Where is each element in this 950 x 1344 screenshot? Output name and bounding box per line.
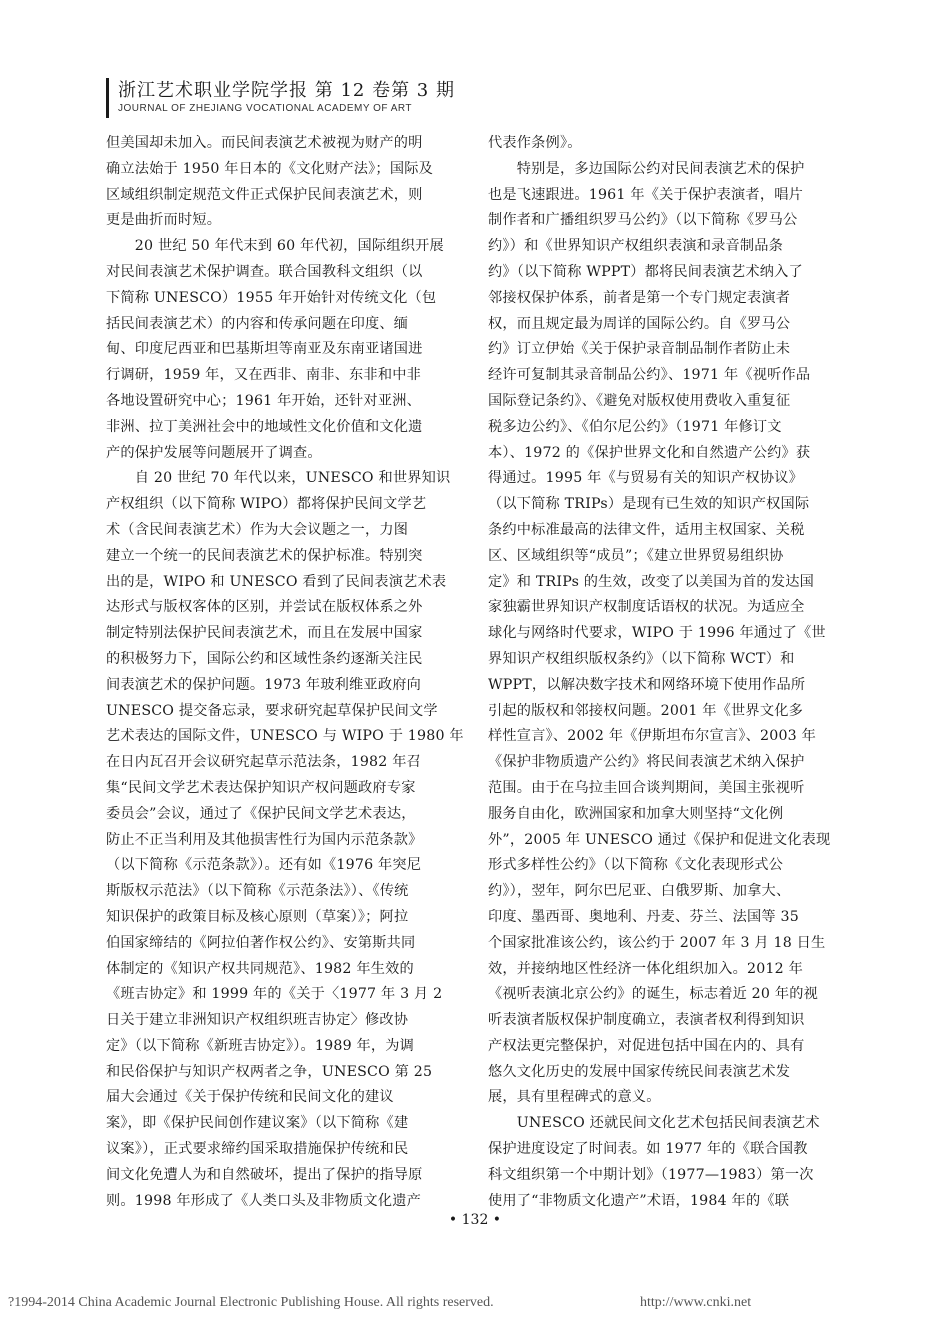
text-line: 下简称 UNESCO）1955 年开始针对传统文化（包 xyxy=(106,289,437,306)
text-line: 产权法更完整保护，对促进包括中国在内的、具有 xyxy=(488,1037,805,1054)
text-line: 案》，即《保护民间创作建议案》（以下简称《建 xyxy=(106,1115,409,1132)
text-line: 术（含民间表演艺术）作为大会议题之一，力图 xyxy=(106,521,409,538)
text-line: 权，而且规定最为周详的国际公约。自《罗马公 xyxy=(488,315,791,332)
journal-title: 浙江艺术职业学院学报 第 12 卷第 3 期 xyxy=(118,80,455,101)
text-line: 也是飞速跟进。1961 年《关于保护表演者，唱片 xyxy=(488,186,803,203)
text-line: 的积极努力下，国际公约和区域性条约逐渐关注民 xyxy=(106,650,423,667)
text-line: 保护进度设定了时间表。如 1977 年的《联合国教 xyxy=(488,1141,808,1158)
text-line: 间表演艺术的保护问题。1973 年玻利维亚政府向 xyxy=(106,676,421,693)
text-line: 区、区域组织等“成员”；《建立世界贸易组织协 xyxy=(488,547,784,564)
text-line: 20 世纪 50 年代末到 60 年代初，国际组织开展 xyxy=(106,238,444,255)
text-line: 防止不正当利用及其他损害性行为国内示范条款》 xyxy=(106,831,423,848)
text-line: 条约中标准最高的法律文件，适用主权国家、关税 xyxy=(488,521,805,538)
text-line: 定》（以下简称《新班吉协定》）。1989 年，为调 xyxy=(106,1037,415,1054)
text-line: 个国家批准该公约，该公约于 2007 年 3 月 18 日生 xyxy=(488,934,826,951)
text-line: 间文化免遭人为和自然破坏，提出了保护的指导原 xyxy=(106,1166,423,1183)
text-line: 体制定的《知识产权共同规范》、1982 年生效的 xyxy=(106,960,414,977)
text-line: 国际登记条约》、《避免对版权使用费收入重复征 xyxy=(488,392,791,409)
text-line: 约》订立伊始《关于保护录音制品制作者防止未 xyxy=(488,341,791,358)
text-line: 悠久文化历史的发展中国家传统民间表演艺术发 xyxy=(488,1063,791,1080)
text-line: 产权组织（以下简称 WIPO）都将保护民间文学艺 xyxy=(106,496,427,513)
text-line: 产的保护发展等问题展开了调查。 xyxy=(106,444,322,461)
text-line: 议案》），正式要求缔约国采取措施保护传统和民 xyxy=(106,1141,409,1158)
text-line: 日关于建立非洲知识产权组织班吉协定〉修改协 xyxy=(106,1012,409,1029)
text-line: 《保护非物质遗产公约》将民间表演艺术纳入保护 xyxy=(488,754,805,771)
text-line: （以下简称《示范条款》）。还有如《1976 年突尼 xyxy=(106,857,422,874)
text-line: 球化与网络时代要求，WIPO 于 1996 年通过了《世 xyxy=(488,625,826,642)
text-line: 引起的版权和邻接权问题。2001 年《世界文化多 xyxy=(488,702,803,719)
text-line: 制作者和广播组织罗马公约》（以下简称《罗马公 xyxy=(488,212,798,229)
text-line: 服务自由化，欧洲国家和加拿大则坚持“文化例 xyxy=(488,805,784,822)
text-line: 则。1998 年形成了《人类口头及非物质文化遗产 xyxy=(106,1192,421,1209)
text-line: 《视听表演北京公约》的诞生，标志着近 20 年的视 xyxy=(488,986,819,1003)
text-line: UNESCO 还就民间文化艺术包括民间表演艺术 xyxy=(488,1115,820,1132)
text-line: 出的是，WIPO 和 UNESCO 看到了民间表演艺术表 xyxy=(106,573,447,590)
text-line: 集“民间文学艺术表达保护知识产权问题政府专家 xyxy=(106,779,416,796)
text-line: 在日内瓦召开会议研究起草示范法条，1982 年召 xyxy=(106,754,421,771)
footer xyxy=(8,1295,948,1311)
text-line: UNESCO 提交备忘录，要求研究起草保护民间文学 xyxy=(106,702,438,719)
text-line: 斯版权示范法》（以下简称《示范条法》）、《传统 xyxy=(106,883,409,900)
text-line: 听表演者版权保护制度确立，表演者权利得到知识 xyxy=(488,1012,805,1029)
text-line: WPPT，以解决数字技术和网络环境下使用作品所 xyxy=(488,676,806,693)
header-bar xyxy=(106,78,109,118)
text-line: 经许可复制其录音制品公约》、1971 年《视听作品 xyxy=(488,367,811,384)
text-line: 艺术表达的国际文件，UNESCO 与 WIPO 于 1980 年 xyxy=(106,728,464,745)
text-line: 展，具有里程碑式的意义。 xyxy=(488,1089,661,1106)
left-column xyxy=(106,131,466,1214)
text-line: 区域组织制定规范文件正式保护民间表演艺术，则 xyxy=(106,186,423,203)
text-line: 伯国家缔结的《阿拉伯著作权公约》、安第斯共同 xyxy=(106,934,416,951)
footer-url[interactable]: http://www.cnki.net xyxy=(640,1295,752,1310)
text-line: 行调研，1959 年，又在西非、南非、东非和中非 xyxy=(106,367,421,384)
text-line: 甸、印度尼西亚和巴基斯坦等南亚及东南亚诸国进 xyxy=(106,341,423,358)
text-line: 科文组织第一个中期计划》（1977—1983）第一次 xyxy=(488,1166,814,1183)
text-line: 效，并接纳地区性经济一体化组织加入。2012 年 xyxy=(488,960,803,977)
text-line: 代表作条例》。 xyxy=(488,135,582,151)
text-line: 《班吉协定》和 1999 年的《关于〈1977 年 3 月 2 xyxy=(106,986,443,1003)
text-line: 界知识产权组织版权条约》（以下简称 WCT）和 xyxy=(488,650,795,667)
text-line: 邻接权保护体系，前者是第一个专门规定表演者 xyxy=(488,289,791,306)
text-line: 印度、墨西哥、奥地利、丹麦、芬兰、法国等 35 xyxy=(488,908,799,925)
text-line: 括民间表演艺术）的内容和传承问题在印度、缅 xyxy=(106,315,409,332)
text-line: 届大会通过《关于保护传统和民间文化的建议 xyxy=(106,1089,394,1106)
text-line: 本）、1972 的《保护世界文化和自然遗产公约》获 xyxy=(488,444,811,461)
text-line: 样性宣言》、2002 年《伊斯坦布尔宣言》、2003 年 xyxy=(488,728,817,745)
text-line: 约》），翌年，阿尔巴尼亚、白俄罗斯、加拿大、 xyxy=(488,883,791,900)
text-line: 家独霸世界知识产权制度话语权的状况。为适应全 xyxy=(488,599,805,616)
text-line: 约》（以下简称 WPPT）都将民间表演艺术纳入了 xyxy=(488,263,803,280)
text-line: 形式多样性公约》（以下简称《文化表现形式公 xyxy=(488,857,784,874)
text-line: 确立法始于 1950 年日本的《文化财产法》；国际及 xyxy=(106,160,433,177)
text-line: 建立一个统一的民间表演艺术的保护标准。特别突 xyxy=(106,547,423,564)
text-line: 外”，2005 年 UNESCO 通过《保护和促进文化表现 xyxy=(488,831,831,848)
journal-header xyxy=(106,76,846,122)
copyright-notice: ?1994-2014 China Academic Journal Electronic Publishing House. All rights reserved. xyxy=(8,1295,494,1310)
text-line: 非洲、拉丁美洲社会中的地域性文化价值和文化遗 xyxy=(106,418,423,435)
journal-subtitle: JOURNAL OF ZHEJIANG VOCATIONAL ACADEMY OF ART xyxy=(118,103,413,114)
text-line: 定》和 TRIPs 的生效，改变了以美国为首的发达国 xyxy=(488,573,814,590)
text-line: 制定特别法保护民间表演艺术，而且在发展中国家 xyxy=(106,625,423,642)
page-number: • 132 • xyxy=(448,1212,502,1228)
text-line: 各地设置研究中心；1961 年开始，还针对亚洲、 xyxy=(106,392,421,409)
text-line: 使用了“非物质文化遗产”术语，1984 年的《联 xyxy=(488,1192,790,1209)
text-line: 和民俗保护与知识产权两者之争，UNESCO 第 25 xyxy=(106,1063,433,1080)
text-line: 自 20 世纪 70 年代以来，UNESCO 和世界知识 xyxy=(106,470,451,487)
text-line: 特别是，多边国际公约对民间表演艺术的保护 xyxy=(488,160,805,177)
text-line: 知识保护的政策目标及核心原则（草案）》；阿拉 xyxy=(106,908,409,925)
text-line: 得通过。1995 年《与贸易有关的知识产权协议》 xyxy=(488,470,803,487)
text-line: 更是曲折而时短。 xyxy=(106,212,222,229)
text-line: 范围。由于在乌拉圭回合谈判期间，美国主张视听 xyxy=(488,779,805,796)
text-line: 委员会”会议，通过了《保护民间文学艺术表达， xyxy=(106,805,416,822)
text-line: 但美国却未加入。而民间表演艺术被视为财产的明 xyxy=(106,135,423,151)
text-line: 税多边公约》、《伯尔尼公约》（1971 年修订文 xyxy=(488,418,782,435)
text-line: 达形式与版权客体的区别，并尝试在版权体系之外 xyxy=(106,599,423,616)
text-line: （以下简称 TRIPs）是现有已生效的知识产权国际 xyxy=(488,496,810,513)
text-line: 对民间表演艺术保护调查。联合国教科文组织（以 xyxy=(106,263,423,280)
right-column xyxy=(488,131,848,1214)
text-line: 约》）和《世界知识产权组织表演和录音制品条 xyxy=(488,238,784,255)
